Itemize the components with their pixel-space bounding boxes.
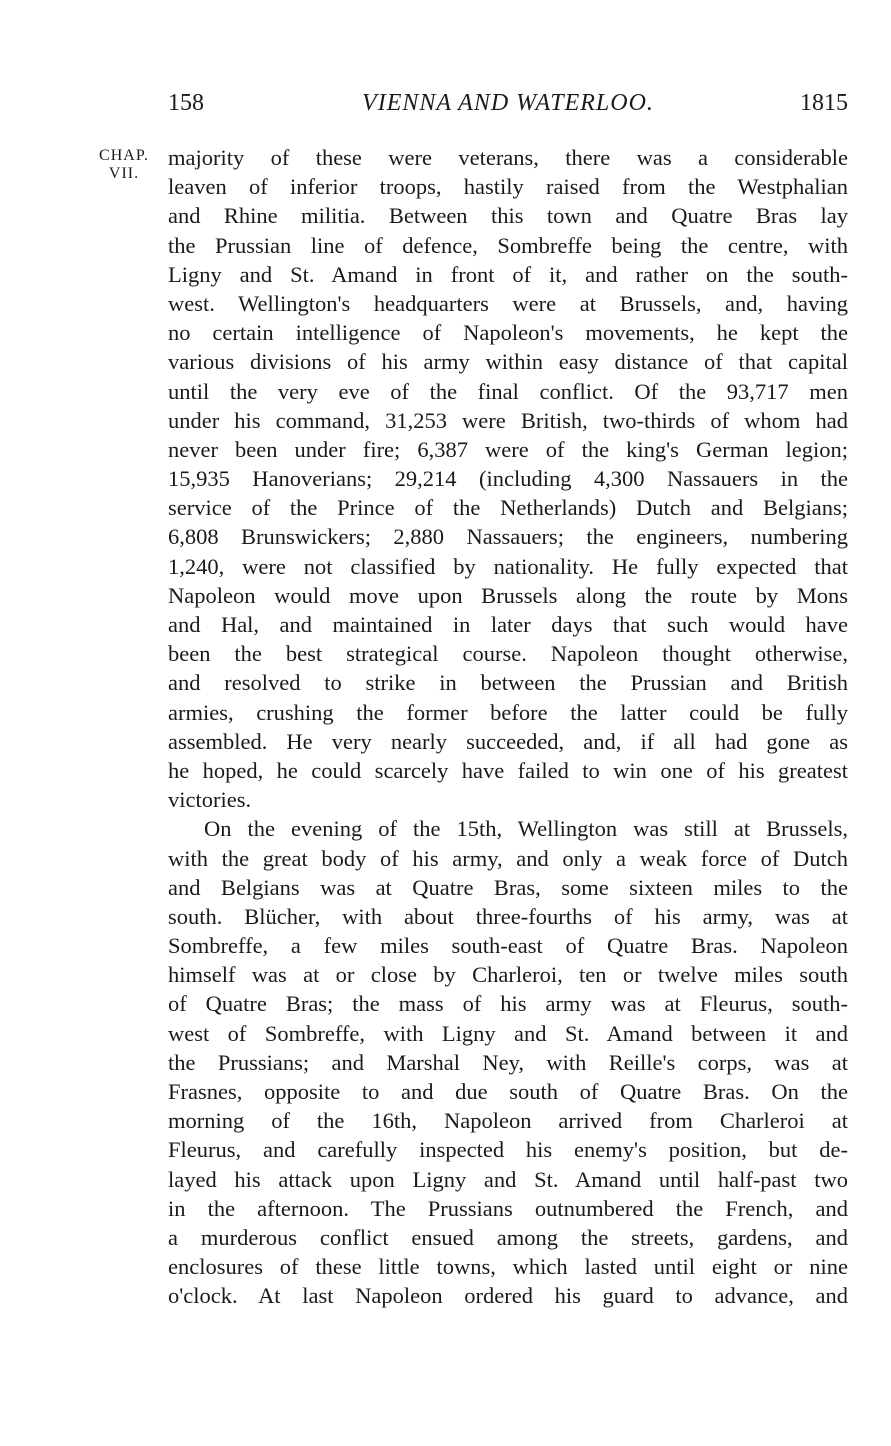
text-line: south. Blücher, with about three-fourths of his army, was at: [168, 903, 848, 929]
text-line: armies, crushing the former before the latter could be fully: [168, 699, 848, 725]
text-line: Frasnes, opposite to and due south of Quatre Bras. On the: [168, 1079, 848, 1104]
text-line: he hoped, he could scarcely have failed to win one of his greatest: [168, 757, 848, 783]
running-head: [168, 88, 848, 118]
text-line: of Quatre Bras; the mass of his army was at Fleurus, south-: [168, 991, 848, 1017]
text-line: the Prussians; and Marshal Ney, with Reille's corps, was at: [168, 1049, 848, 1075]
text-line: Ligny and St. Amand in front of it, and rather on the south-: [168, 261, 848, 287]
running-title: VIENNA AND WATERLOO.: [362, 90, 654, 116]
text-line: Fleurus, and carefully inspected his enemy's position, but de-: [168, 1137, 848, 1163]
text-line: no certain intelligence of Napoleon's movements, he kept the: [168, 320, 848, 346]
text-line: On the evening of the 15th, Wellington was still at Brussels,: [204, 816, 848, 842]
text-line: morning of the 16th, Napoleon arrived from Charleroi at: [168, 1108, 848, 1134]
text-line: layed his attack upon Ligny and St. Amand until half-past two: [168, 1166, 848, 1192]
body-text: [168, 143, 848, 1311]
text-line: a murderous conflict ensued among the streets, gardens, and: [168, 1224, 848, 1250]
text-line: assembled. He very nearly succeeded, and, if all had gone as: [168, 728, 848, 754]
running-year: 1815: [800, 90, 848, 116]
text-line: leaven of inferior troops, hastily raised from the Westphalian: [168, 174, 848, 200]
text-line: in the afternoon. The Prussians outnumbered the French, and: [168, 1195, 848, 1221]
text-line: been the best strategical course. Napoleon thought otherwise,: [168, 641, 848, 667]
text-line: the Prussian line of defence, Sombreffe being the centre, with: [168, 232, 848, 258]
text-line: under his command, 31,253 were British, two-thirds of whom had: [168, 407, 848, 433]
chapter-margin-note: [84, 147, 164, 183]
text-line: enclosures of these little towns, which lasted until eight or nine: [168, 1254, 848, 1280]
text-line: various divisions of his army within easy distance of that capital: [168, 349, 848, 375]
text-line: 1,240, were not classified by nationality. He fully expected that: [168, 553, 848, 579]
text-line: never been under fire; 6,387 were of the king's German legion;: [168, 436, 848, 462]
text-line: west. Wellington's headquarters were at Brussels, and, having: [168, 290, 848, 316]
text-line: and Belgians was at Quatre Bras, some sixteen miles to the: [168, 874, 848, 900]
text-line: victories.: [168, 787, 252, 813]
text-line: until the very eve of the final conflict. Of the 93,717 men: [168, 378, 848, 404]
paragraph: [168, 814, 848, 1310]
text-line: and Rhine militia. Between this town and Quatre Bras lay: [168, 203, 848, 229]
text-line: and Hal, and maintained in later days that such would have: [168, 612, 848, 637]
text-line: west of Sombreffe, with Ligny and St. Amand between it and: [168, 1020, 848, 1046]
text-line: himself was at or close by Charleroi, ten or twelve miles south: [168, 962, 848, 988]
chapter-label: CHAP.: [99, 147, 149, 164]
text-line: Napoleon would move upon Brussels along the route by Mons: [168, 582, 848, 608]
text-line: 15,935 Hanoverians; 29,214 (including 4,300 Nassauers in the: [168, 466, 848, 492]
paragraph: [168, 143, 848, 814]
chapter-number: VII.: [108, 165, 140, 182]
page-number: 158: [168, 90, 204, 116]
text-line: Sombreffe, a few miles south-east of Quatre Bras. Napoleon: [168, 933, 848, 959]
text-line: 6,808 Brunswickers; 2,880 Nassauers; the engineers, numbering: [168, 524, 848, 550]
text-line: with the great body of his army, and only a weak force of Dutch: [168, 845, 848, 871]
text-line: and resolved to strike in between the Prussian and British: [168, 670, 848, 696]
text-line: service of the Prince of the Netherlands) Dutch and Belgians;: [168, 495, 848, 521]
text-line: o'clock. At last Napoleon ordered his guard to advance, and: [168, 1283, 848, 1309]
text-line: majority of these were veterans, there was a considerable: [168, 145, 848, 170]
